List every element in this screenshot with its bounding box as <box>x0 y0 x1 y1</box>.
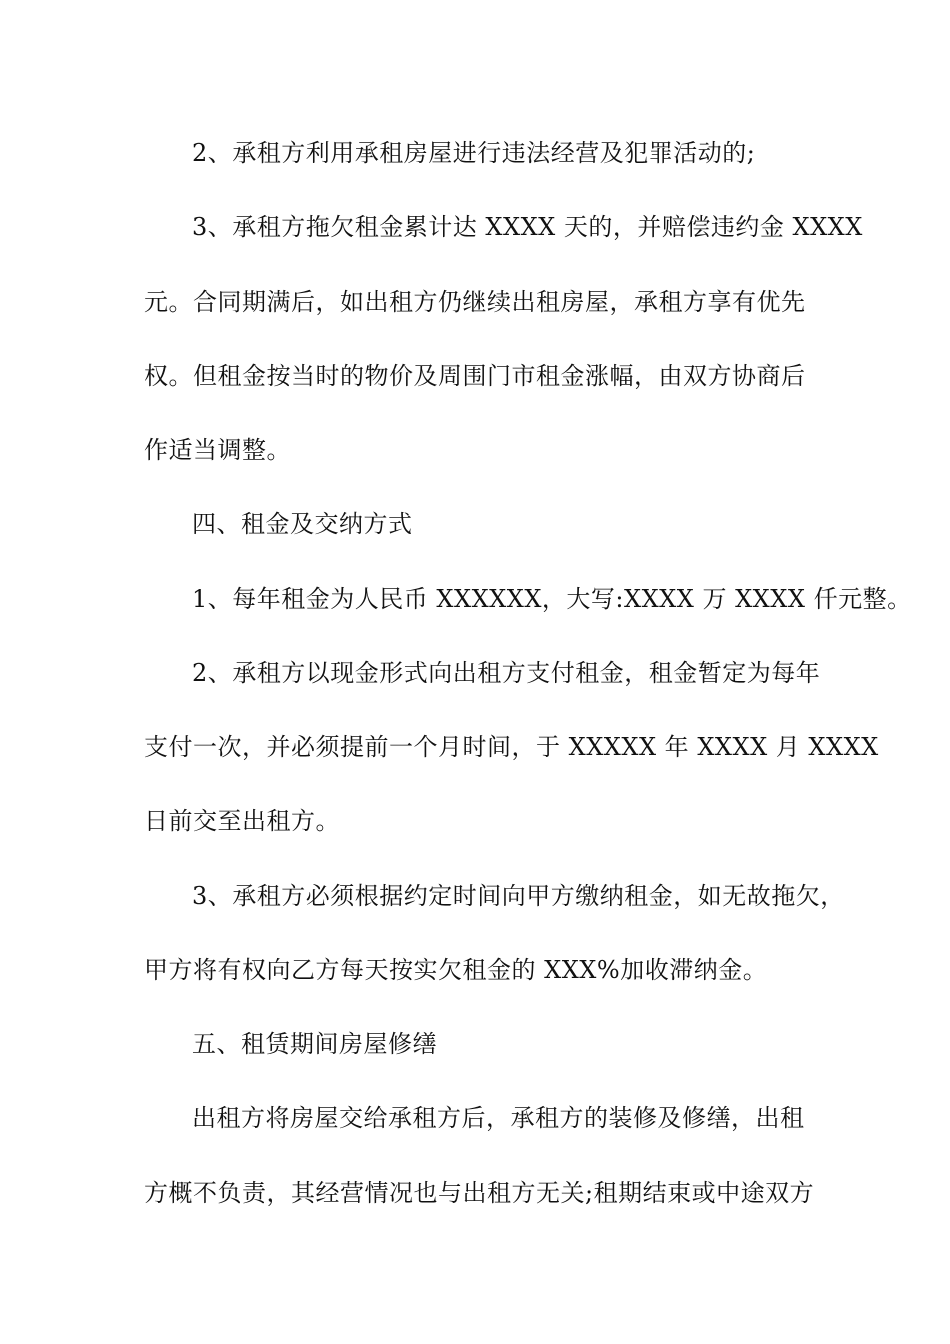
text-line: 3、承租方拖欠租金累计达 XXXX 天的，并赔偿违约金 XXXX <box>192 213 863 241</box>
text-line: 2、承租方利用承租房屋进行违法经营及犯罪活动的; <box>192 139 756 167</box>
text-line: 方概不负责，其经营情况也与出租方无关;租期结束或中途双方 <box>144 1179 815 1207</box>
text-line: 权。但租金按当时的物价及周围门市租金涨幅，由双方协商后 <box>144 362 806 390</box>
section-heading: 五、租赁期间房屋修缮 <box>192 1030 437 1058</box>
text-line: 支付一次，并必须提前一个月时间，于 XXXXX 年 XXXX 月 XXXX <box>144 733 879 761</box>
text-line: 甲方将有权向乙方每天按实欠租金的 XXX%加收滞纳金。 <box>144 956 768 984</box>
text-line: 3、承租方必须根据约定时间向甲方缴纳租金，如无故拖欠， <box>192 882 845 910</box>
text-line: 日前交至出租方。 <box>144 807 340 835</box>
text-line: 出租方将房屋交给承租方后，承租方的装修及修缮，出租 <box>192 1104 805 1132</box>
text-line: 作适当调整。 <box>144 436 291 464</box>
text-line: 1、每年租金为人民币 XXXXXX，大写:XXXX 万 XXXX 仟元整。 <box>192 585 912 613</box>
text-line: 2、承租方以现金形式向出租方支付租金，租金暂定为每年 <box>192 659 821 687</box>
text-line: 元。合同期满后，如出租方仍继续出租房屋，承租方享有优先 <box>144 288 806 316</box>
section-heading: 四、租金及交纳方式 <box>192 510 413 538</box>
